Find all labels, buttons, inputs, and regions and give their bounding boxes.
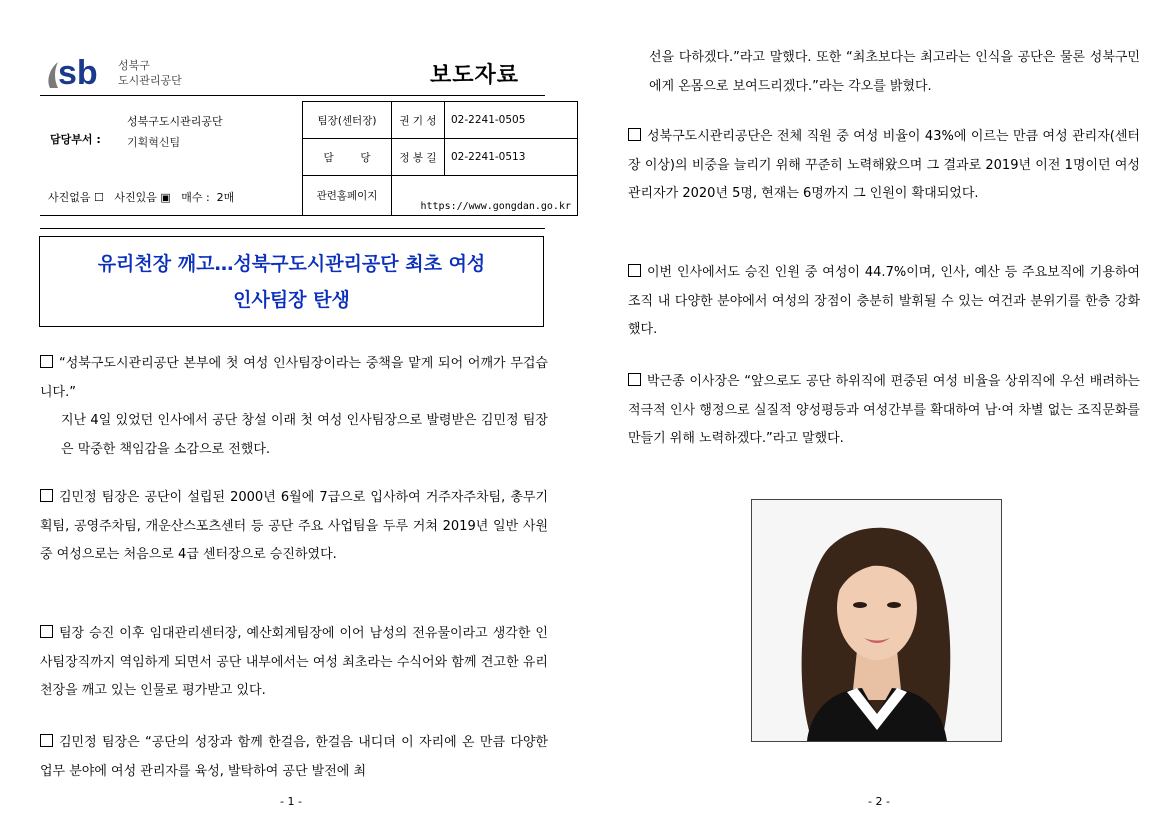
paragraph-promotion	[40, 620, 548, 706]
paragraph-text: 박근종 이사장은 “앞으로도 공단 하위직에 편중된 여성 비율을 상위직에 우선 배려하는 적극적 인사 행정으로 실질적 양성평등과 여성간부를 확대하여 남·여 차별 없는 조직문화를 만들기 위해 노력하겠다.”라고 말했다.	[628, 374, 1140, 446]
contact-name: 권 기 성	[392, 102, 445, 139]
organization-name: 성북구도시관리공단	[127, 115, 223, 128]
contact-row	[303, 176, 578, 216]
contact-phone: 02-2241-0513	[445, 139, 578, 176]
headline-line2: 인사팀장 탄생	[233, 289, 350, 311]
headline-line1: 유리천장 깨고…성북구도시관리공단 최초 여성	[97, 253, 486, 275]
paragraph-female-ratio	[628, 123, 1140, 209]
contact-phone: 02-2241-0505	[445, 102, 578, 139]
contact-name: 정 봉 길	[392, 139, 445, 176]
logo-text	[118, 58, 182, 88]
info-rule-top	[40, 215, 545, 216]
contact-row	[303, 102, 578, 139]
logo-line1: 성북구	[118, 59, 150, 72]
paragraph-text: 김민정 팀장은 공단이 설립된 2000년 6월에 7급으로 입사하여 거주자주차팀, 총무기획팀, 공영주차팀, 개운산스포츠센터 등 공단 주요 사업팀을 두루 거쳐 2019년 일반 사원 중 여성으로는 처음으로 4급 센터장으로 승진하였다.	[40, 490, 548, 562]
contact-row	[303, 139, 578, 176]
paragraph-ceo-quote	[628, 368, 1140, 454]
info-rule-bottom	[40, 228, 545, 229]
logo-line2: 도시관리공단	[118, 74, 182, 87]
paragraph-text: 성북구도시관리공단은 전체 직원 중 여성 비율이 43%에 이르는 만큼 여성 관리자(센터장 이상)의 비중을 늘리기 위해 꾸준히 노력해왔으며 그 결과로 2019년 이전 1명이던 여성 관리자가 2020년 5명, 현재는 6명까지 그 인원이 확대되었다.	[628, 129, 1140, 201]
bullet-box-icon	[40, 355, 53, 368]
contact-role: 담 당	[303, 139, 392, 176]
bullet-box-icon	[628, 264, 641, 277]
bullet-box-icon	[40, 625, 53, 638]
bullet-box-icon	[628, 373, 641, 386]
page-number-1: - 1 -	[280, 795, 302, 808]
paragraph-text: “성북구도시관리공단 본부에 첫 여성 인사팀장이라는 중책을 맡게 되어 어깨가 무겁습니다.”	[40, 356, 548, 400]
page-number-2: - 2 -	[868, 795, 890, 808]
portrait-image	[752, 500, 1001, 741]
paragraph-career	[40, 484, 548, 570]
homepage-link[interactable]: https://www.gongdan.go.kr	[392, 176, 578, 216]
bullet-box-icon	[40, 489, 53, 502]
paragraph-quote	[40, 350, 548, 464]
paragraph-text: 이번 인사에서도 승진 인원 중 여성이 44.7%이며, 인사, 예산 등 주요보직에 기용하여 조직 내 다양한 분야에서 여성의 장점이 충분히 발휘될 수 있는 여건과 분위기를 한층 강화했다.	[628, 265, 1140, 337]
paragraph-text: 지난 4일 있었던 인사에서 공단 창설 이래 첫 여성 인사팀장으로 발령받은 김민정 팀장은 막중한 책임감을 소감으로 전했다.	[61, 413, 548, 457]
contact-table	[302, 101, 578, 216]
photo-info-row: 사진없음 ☐ 사진있음 ▣ 매수 : 2매	[48, 191, 235, 204]
svg-text:sb: sb	[58, 54, 98, 92]
paragraph-text: 김민정 팀장은 “공단의 성장과 함께 한걸음, 한걸음 내디뎌 이 자리에 온 만큼 다양한 업무 분야에 여성 관리자를 육성, 발탁하여 공단 발전에 최	[40, 735, 548, 779]
paragraph-text: 팀장 승진 이후 임대관리센터장, 예산회계팀장에 이어 남성의 전유물이라고 생각한 인사팀장직까지 역임하게 되면서 공단 내부에서는 여성 최초라는 수식어와 함께 견고한 유리천장을 깨고 있는 인물로 평가받고 있다.	[40, 626, 548, 698]
team-name: 기획혁신팀	[127, 136, 181, 149]
header-rule	[40, 95, 545, 96]
paragraph-promotion-ratio	[628, 259, 1140, 345]
department-label: 담당부서 :	[50, 133, 101, 146]
bullet-box-icon	[40, 734, 53, 747]
document-type-title: 보도자료	[430, 63, 520, 88]
portrait-photo	[751, 499, 1002, 742]
bullet-box-icon	[628, 128, 641, 141]
sb-logo-icon	[44, 52, 120, 92]
headline-box	[39, 236, 544, 327]
contact-role: 관련홈페이지	[303, 176, 392, 216]
paragraph-continued: 선을 다하겠다.”라고 말했다. 또한 “최초보다는 최고라는 인식을 공단은 물론 성북구민에게 온몸으로 보여드리겠다.”라는 각오를 밝혔다.	[649, 50, 1140, 94]
paragraph-statement	[40, 729, 548, 786]
contact-role: 팀장(센터장)	[303, 102, 392, 139]
